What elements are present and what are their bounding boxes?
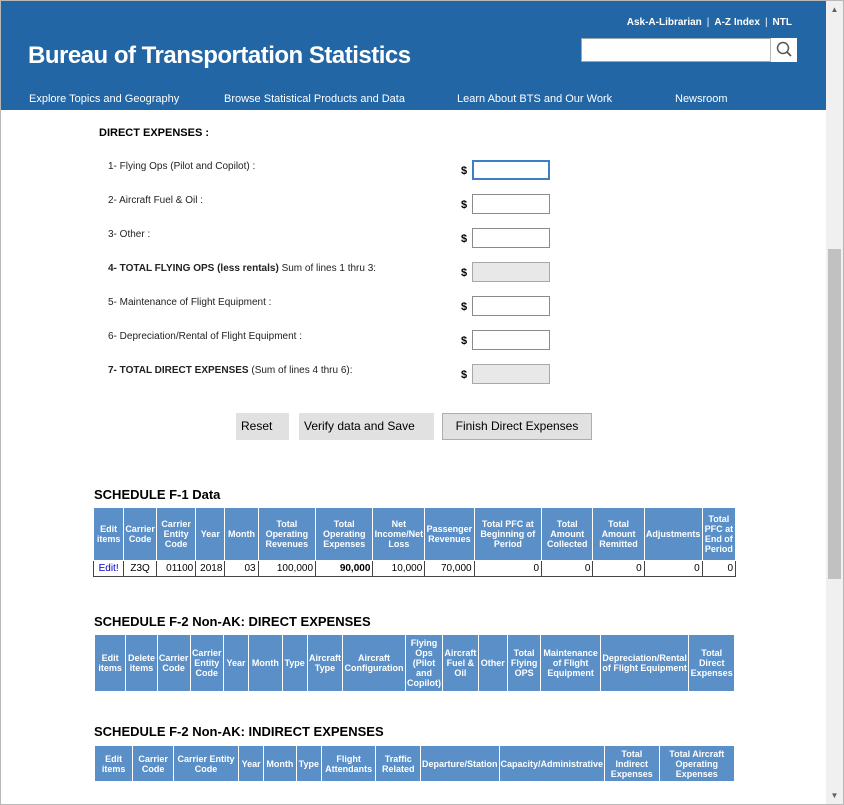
vertical-scrollbar[interactable] — [826, 1, 843, 804]
currency-symbol: $ — [461, 335, 468, 347]
schedule-f1-table — [93, 507, 736, 577]
f2-indirect-header: Departure/Station — [421, 746, 500, 782]
f1-header: Total Operating Expenses — [316, 508, 373, 561]
nav-explore-topics[interactable]: Explore Topics and Geography — [29, 93, 180, 105]
table-row — [94, 561, 736, 577]
table-cell: Z3Q — [124, 561, 157, 577]
table-cell: 03 — [225, 561, 258, 577]
edit-link[interactable]: Edit! — [94, 561, 124, 577]
fuel-oil-label: 2- Aircraft Fuel & Oil : — [108, 195, 204, 206]
f2-indirect-header: Flight Attendants — [321, 746, 376, 782]
f2-direct-header: Edit items — [95, 635, 126, 692]
search-icon — [771, 38, 797, 60]
maintenance-label: 5- Maintenance of Flight Equipment : — [108, 297, 272, 308]
currency-symbol: $ — [461, 267, 468, 279]
currency-symbol: $ — [461, 233, 468, 245]
search-button[interactable] — [770, 38, 797, 62]
flying-ops-label: 1- Flying Ops (Pilot and Copilot) : — [108, 161, 256, 172]
schedule-f2-indirect-title: SCHEDULE F-2 Non-AK: INDIRECT EXPENSES — [94, 724, 384, 739]
table-cell: 70,000 — [425, 561, 474, 577]
f2-direct-header: Maintenance of Flight Equipment — [541, 635, 601, 692]
scroll-down-icon[interactable]: ▼ — [830, 791, 839, 800]
utility-links: Ask-A-Librarian | A-Z Index | NTL — [626, 17, 792, 28]
f2-direct-header: Carrier Code — [157, 635, 190, 692]
f2-direct-header: Other — [478, 635, 507, 692]
f2-direct-header: Year — [223, 635, 248, 692]
f1-header: Year — [196, 508, 225, 561]
f2-indirect-header: Year — [239, 746, 264, 782]
finish-direct-expenses-button[interactable]: Finish Direct Expenses — [442, 413, 592, 440]
ask-a-librarian-link[interactable]: Ask-A-Librarian — [626, 17, 702, 28]
total-flying-ops-field — [472, 262, 550, 282]
f1-header: Net Income/Net Loss — [373, 508, 425, 561]
f2-indirect-header: Carrier Entity Code — [173, 746, 238, 782]
total-flying-ops-label: 4- TOTAL FLYING OPS (less rentals) Sum of lines 1 thru 3: — [108, 263, 377, 274]
f1-header: Total Amount Collected — [542, 508, 593, 561]
other-label: 3- Other : — [108, 229, 151, 240]
site-logo[interactable]: Bureau of Transportation Statistics — [28, 42, 411, 69]
currency-symbol: $ — [461, 199, 468, 211]
f2-indirect-header: Type — [296, 746, 321, 782]
f2-direct-header: Depreciation/Rental of Flight Equipment — [600, 635, 688, 692]
nav-browse-products[interactable]: Browse Statistical Products and Data — [224, 93, 405, 105]
f2-direct-header: Type — [282, 635, 307, 692]
f2-direct-header: Total Flying OPS — [507, 635, 540, 692]
currency-symbol: $ — [461, 369, 468, 381]
f2-indirect-header: Total Aircraft Operating Expenses — [659, 746, 734, 782]
flying-ops-field[interactable] — [472, 160, 550, 180]
a-z-index-link[interactable]: A-Z Index — [714, 17, 760, 28]
total-direct-expenses-field — [472, 364, 550, 384]
f1-header: Carrier Entity Code — [156, 508, 195, 561]
f2-direct-header: Month — [249, 635, 282, 692]
f1-header: Total PFC at Beginning of Period — [474, 508, 541, 561]
f2-indirect-header: Total Indirect Expenses — [605, 746, 659, 782]
table-cell: 0 — [593, 561, 644, 577]
f1-header: Passenger Revenues — [425, 508, 474, 561]
table-cell: 0 — [542, 561, 593, 577]
f1-header: Edit items — [94, 508, 124, 561]
f1-header: Total PFC at End of Period — [702, 508, 735, 561]
verify-save-button[interactable]: Verify data and Save — [299, 413, 434, 440]
scrollbar-thumb[interactable] — [828, 249, 841, 579]
f1-header: Total Operating Revenues — [258, 508, 315, 561]
direct-expenses-title: DIRECT EXPENSES : — [99, 127, 210, 139]
table-cell: 0 — [702, 561, 735, 577]
f2-indirect-header: Edit items — [95, 746, 133, 782]
schedule-f2-direct-table — [94, 634, 735, 692]
nav-learn-about-bts[interactable]: Learn About BTS and Our Work — [457, 93, 613, 105]
table-cell: 90,000 — [316, 561, 373, 577]
schedule-f2-direct-title: SCHEDULE F-2 Non-AK: DIRECT EXPENSES — [94, 614, 371, 629]
schedule-f2-indirect-table — [94, 745, 735, 782]
currency-symbol: $ — [461, 165, 468, 177]
f2-direct-header: Carrier Entity Code — [190, 635, 223, 692]
f2-indirect-header: Traffic Related — [376, 746, 421, 782]
search-input[interactable] — [581, 38, 797, 62]
f2-direct-header: Aircraft Configuration — [343, 635, 406, 692]
table-cell: 100,000 — [258, 561, 315, 577]
f1-header: Adjustments — [644, 508, 702, 561]
total-direct-expenses-label: 7- TOTAL DIRECT EXPENSES (Sum of lines 4 thru 6): — [108, 365, 353, 376]
f2-indirect-header: Capacity/Administrative — [499, 746, 605, 782]
ntl-link[interactable]: NTL — [772, 17, 792, 28]
fuel-oil-field[interactable] — [472, 194, 550, 214]
nav-newsroom[interactable]: Newsroom — [675, 93, 728, 105]
depreciation-field[interactable] — [472, 330, 550, 350]
f1-header: Carrier Code — [124, 508, 157, 561]
f2-direct-header: Aircraft Type — [307, 635, 342, 692]
table-cell: 10,000 — [373, 561, 425, 577]
table-cell: 0 — [474, 561, 541, 577]
f2-indirect-header: Carrier Code — [133, 746, 174, 782]
currency-symbol: $ — [461, 301, 468, 313]
depreciation-label: 6- Depreciation/Rental of Flight Equipment : — [108, 331, 302, 342]
table-cell: 0 — [644, 561, 702, 577]
schedule-f1-title: SCHEDULE F-1 Data — [94, 487, 221, 502]
f2-direct-header: Flying Ops (Pilot and Copilot) — [405, 635, 442, 692]
maintenance-field[interactable] — [472, 296, 550, 316]
scroll-up-icon[interactable]: ▲ — [830, 5, 839, 14]
other-field[interactable] — [472, 228, 550, 248]
f2-direct-header: Aircraft Fuel & Oil — [443, 635, 478, 692]
reset-button[interactable]: Reset — [236, 413, 289, 440]
f2-indirect-header: Month — [264, 746, 297, 782]
f2-direct-header: Delete items — [126, 635, 157, 692]
f1-header: Month — [225, 508, 258, 561]
f2-direct-header: Total Direct Expenses — [689, 635, 735, 692]
table-cell: 01100 — [156, 561, 195, 577]
f1-header: Total Amount Remitted — [593, 508, 644, 561]
table-cell: 2018 — [196, 561, 225, 577]
